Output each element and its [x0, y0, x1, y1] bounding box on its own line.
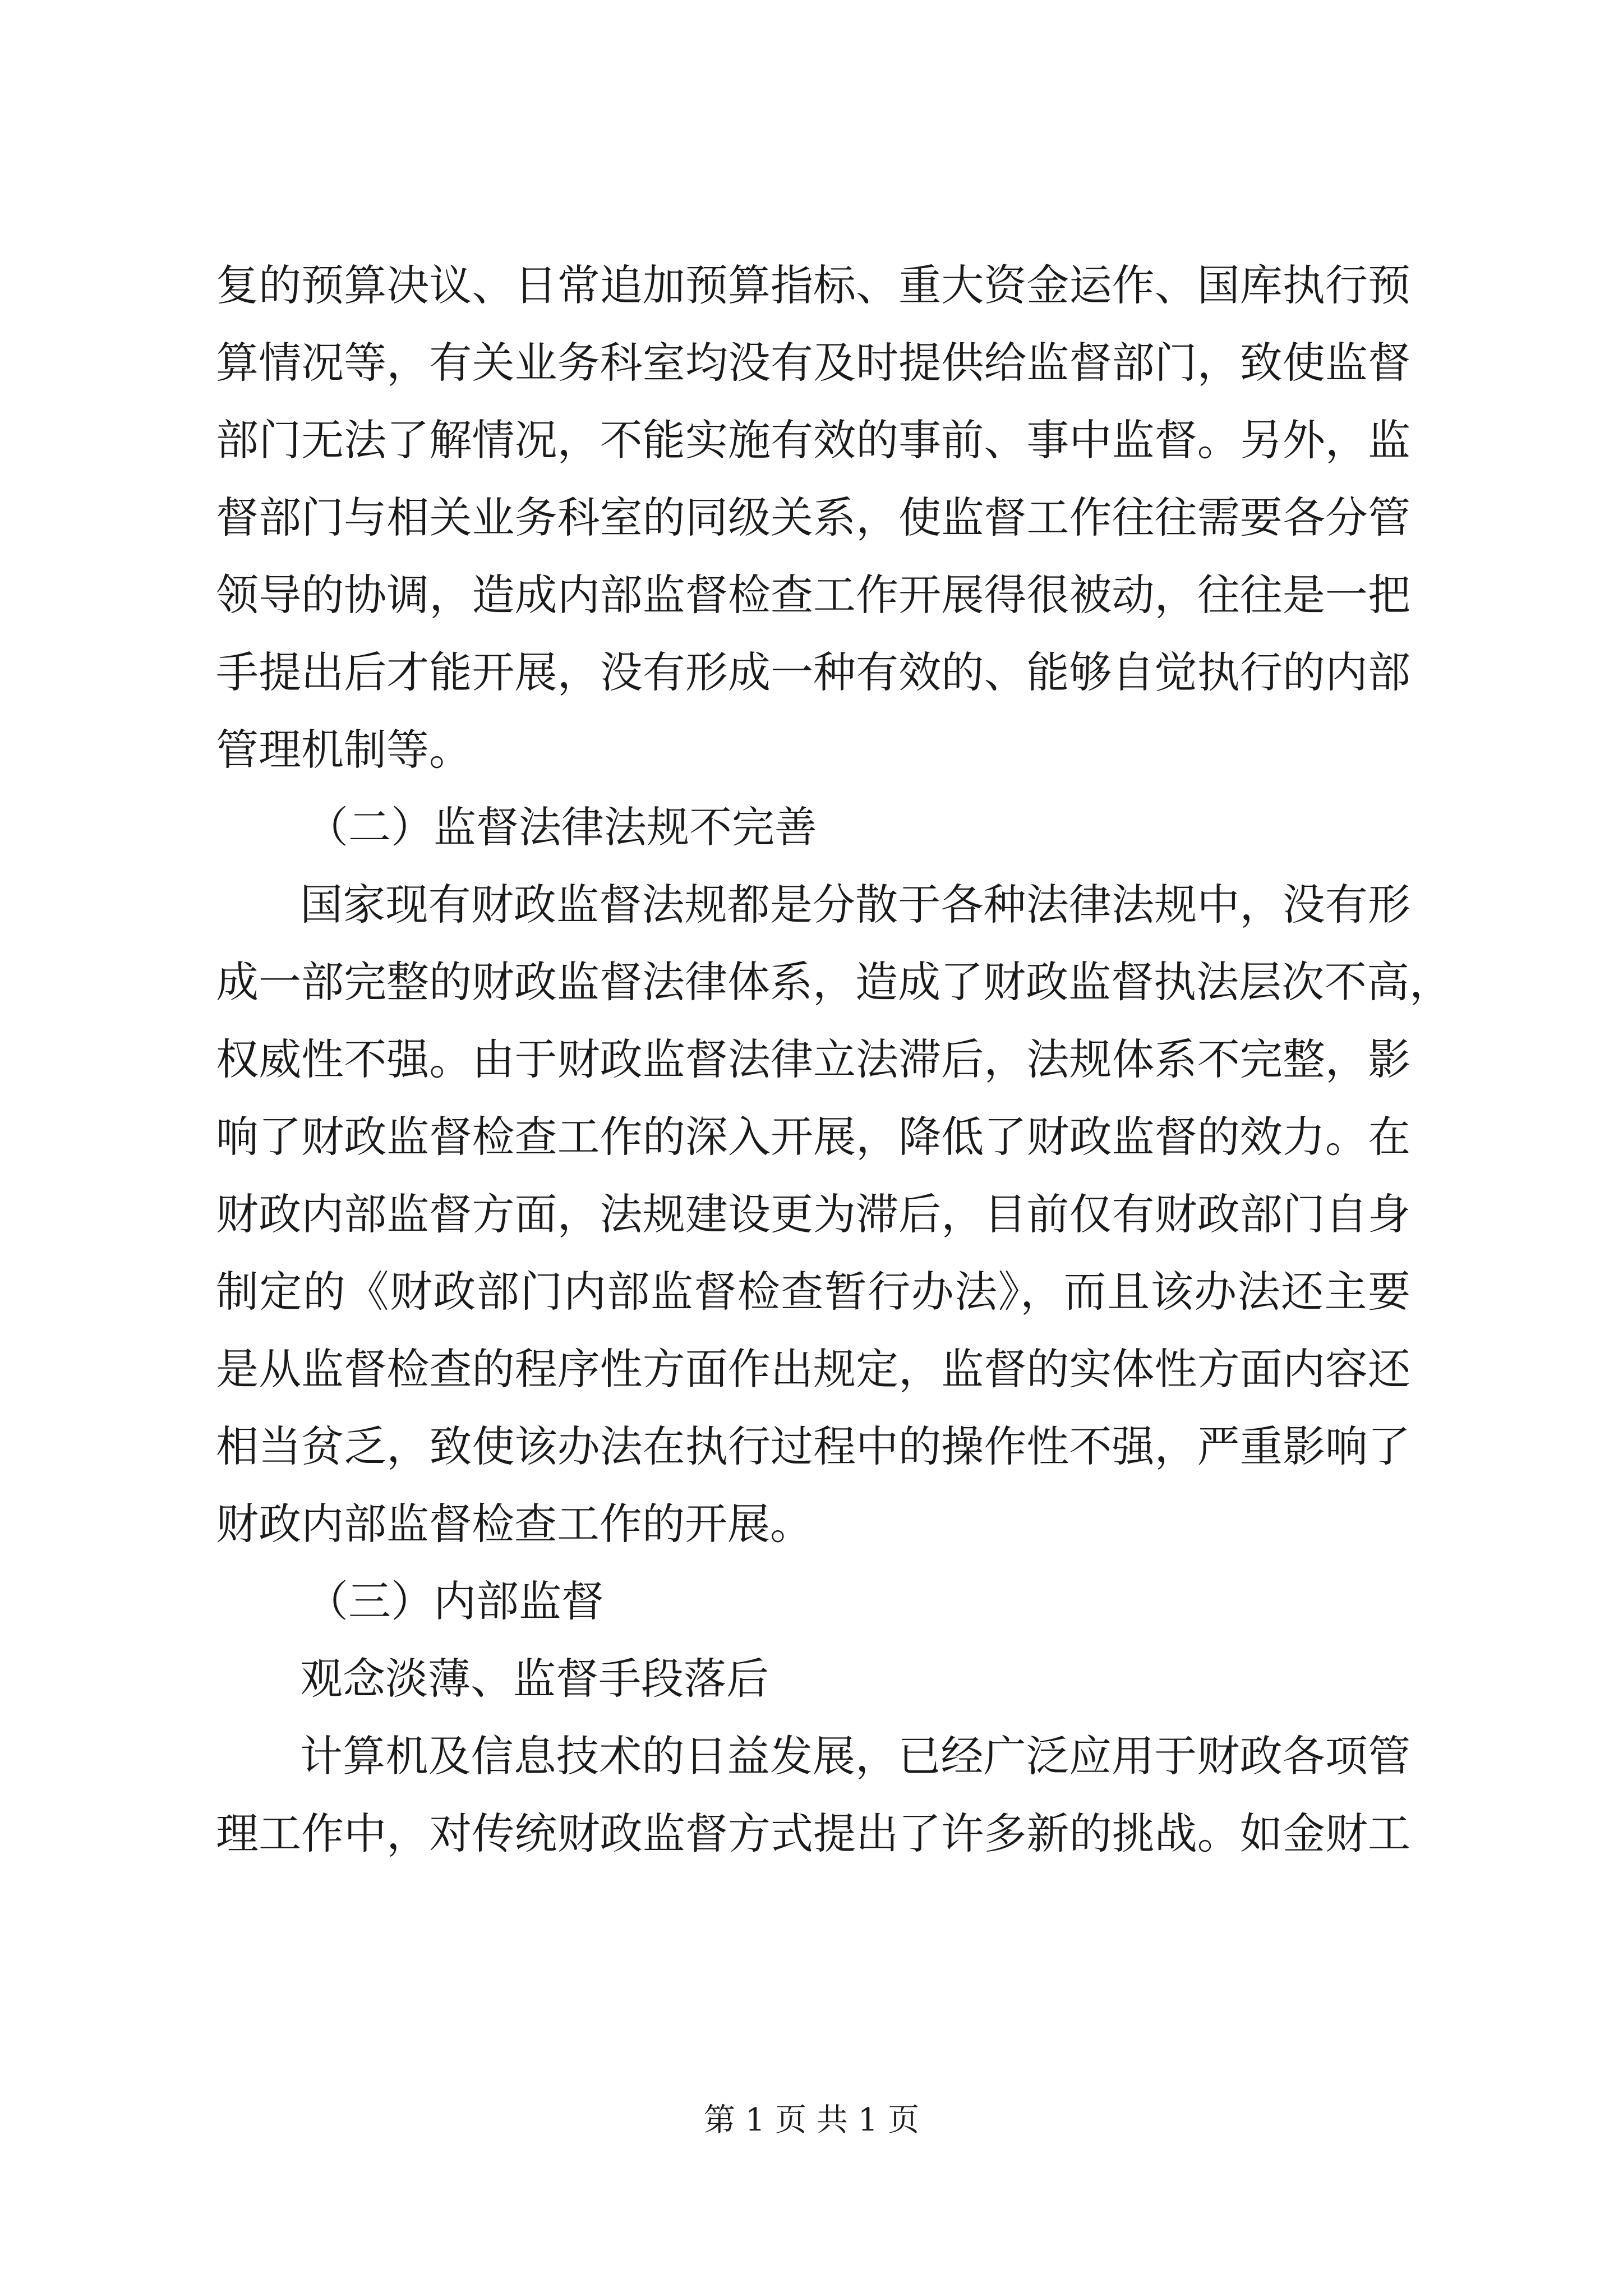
text-line: 督部门与相关业务科室的同级关系，使监督工作往往需要各分管: [216, 493, 1410, 542]
text-line: 国家现有财政监督法规都是分散于各种法律法规中，没有形: [300, 880, 1410, 930]
text-line: 财政内部监督方面，法规建设更为滞后，目前仅有财政部门自身: [216, 1189, 1410, 1239]
text-line: 复的预算决议、日常追加预算指标、重大资金运作、国库执行预: [216, 260, 1410, 310]
text-line: 权威性不强。由于财政监督法律立法滞后，法规体系不完整，影: [216, 1034, 1410, 1084]
text-line: 制定的《财政部门内部监督检查暂行办法》，而且该办法还主要: [216, 1267, 1410, 1317]
text-line: 算情况等，有关业务科室均没有及时提供给监督部门，致使监督: [216, 338, 1410, 388]
text-line: 计算机及信息技术的日益发展，已经广泛应用于财政各项管: [300, 1731, 1410, 1781]
text-line: 手提出后才能开展，没有形成一种有效的、能够自觉执行的内部: [216, 647, 1410, 697]
text-line: 相当贫乏，致使该办法在执行过程中的操作性不强，严重影响了: [216, 1421, 1410, 1471]
text-line: 响了财政监督检查工作的深入开展，降低了财政监督的效力。在: [216, 1112, 1410, 1162]
section-heading: （三）内部监督: [306, 1576, 604, 1626]
text-line: 财政内部监督检查工作的开展。: [216, 1499, 813, 1549]
text-line: 观念淡薄、监督手段落后: [300, 1654, 769, 1704]
text-line: 管理机制等。: [216, 725, 472, 775]
text-line: 领导的协调，造成内部监督检查工作开展得很被动，往往是一把: [216, 570, 1410, 620]
section-heading: （二）监督法律法规不完善: [306, 802, 817, 852]
text-line: 理工作中，对传统财政监督方式提出了许多新的挑战。如金财工: [216, 1809, 1410, 1858]
text-line: 部门无法了解情况，不能实施有效的事前、事中监督。另外，监: [216, 415, 1410, 465]
page-footer: 第 1 页 共 1 页: [703, 2102, 920, 2138]
document-body: [216, 247, 1452, 1872]
text-line: 是从监督检查的程序性方面作出规定，监督的实体性方面内容还: [216, 1344, 1410, 1394]
text-line: 成一部完整的财政监督法律体系，造成了财政监督执法层次不高，: [216, 957, 1452, 1007]
